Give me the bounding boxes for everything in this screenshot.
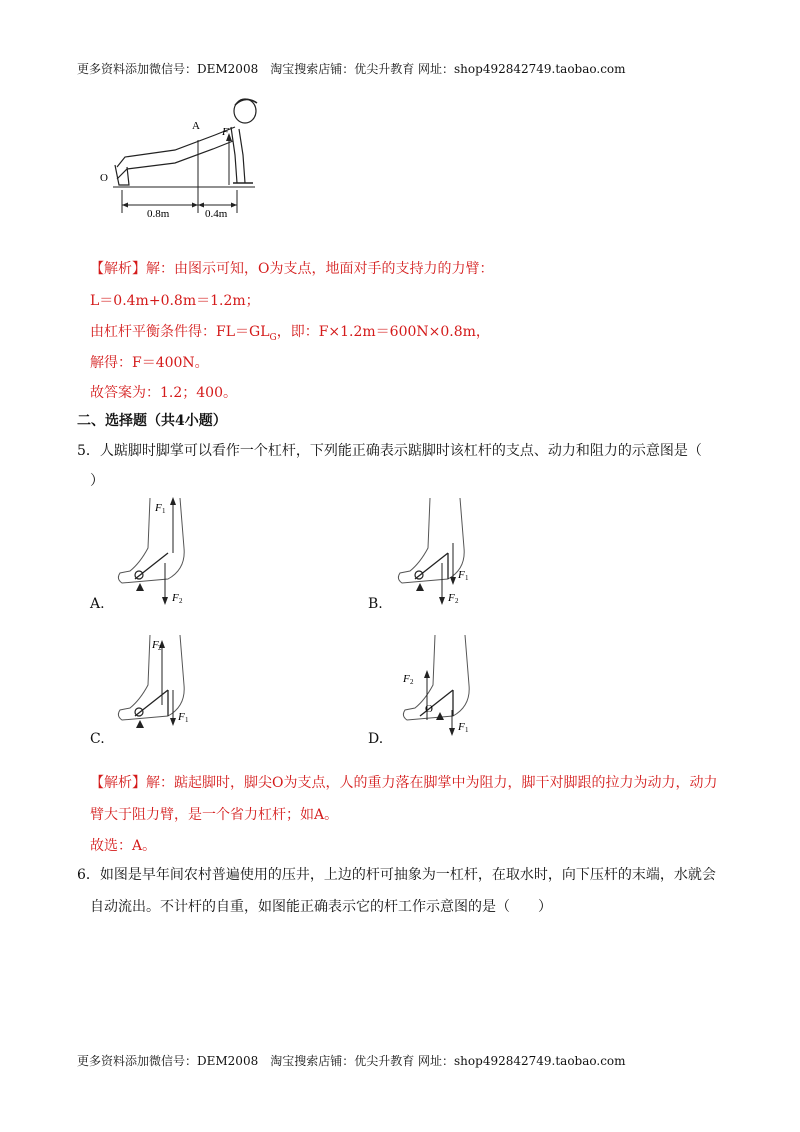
option-a-figure — [110, 493, 200, 608]
analysis1-line1: 【解析】解：由图示可知，O为支点，地面对手的支持力的力臂： — [90, 261, 494, 277]
analysis1-line4: 解得：F＝400N。 — [90, 355, 209, 371]
svg-text:1: 1 — [465, 574, 469, 582]
option-b-label[interactable]: B. — [368, 596, 383, 612]
page-footer: 更多资料添加微信号：DEM2008 淘宝搜索店铺：优尖升教育 网址：shop492842749.taobao.com — [77, 1054, 626, 1068]
svg-text:F: F — [458, 569, 465, 581]
svg-text:F: F — [172, 592, 179, 604]
analysis2-line1: 【解析】解：踮起脚时，脚尖O为支点，人的重力落在脚掌中为阻力，脚干对脚跟的拉力为动力，动力 — [90, 775, 718, 791]
label-F: F — [222, 126, 229, 138]
analysis2-line2: 臂大于阻力臂，是一个省力杠杆；如A。 — [90, 807, 339, 823]
svg-text:2: 2 — [410, 678, 414, 686]
q6-line1: 6．如图是早年间农村普遍使用的压井，上边的杆可抽象为一杠杆，在取水时，向下压杆的末端，水就会 — [77, 867, 716, 883]
option-a-label[interactable]: A. — [90, 596, 105, 612]
svg-text:1: 1 — [465, 726, 469, 734]
svg-text:2: 2 — [158, 644, 162, 652]
svg-text:1: 1 — [185, 716, 189, 724]
option-d-label[interactable]: D. — [368, 731, 384, 747]
page-header: 更多资料添加微信号：DEM2008 淘宝搜索店铺：优尖升教育 网址：shop492842749.taobao.com — [77, 62, 626, 76]
analysis1-line3: 由杠杆平衡条件得：$FL=GL_G$，即：F×1.2m＝600N×0.8m， — [90, 324, 490, 343]
label-O: O — [100, 172, 108, 184]
svg-text:F: F — [178, 711, 185, 723]
pushup-figure — [95, 95, 270, 220]
svg-text:F: F — [403, 673, 410, 685]
analysis-tag: 【解析】 — [90, 775, 146, 791]
svg-text:1: 1 — [162, 507, 166, 515]
q5-text-close: ） — [90, 473, 104, 489]
option-d-figure — [395, 630, 485, 745]
option-c-label[interactable]: C. — [90, 731, 105, 747]
analysis2-line3: 故选：A。 — [90, 838, 157, 854]
svg-text:2: 2 — [455, 597, 459, 605]
dim-right: 0.4m — [205, 208, 228, 220]
svg-text:F: F — [155, 502, 162, 514]
dim-left: 0.8m — [147, 208, 170, 220]
option-b-figure — [390, 493, 480, 608]
svg-text:F: F — [448, 592, 455, 604]
q6-line2: 自动流出。不计杆的自重，如图能正确表示它的杆工作示意图的是（ ） — [90, 899, 552, 915]
label-A: A — [192, 120, 200, 132]
svg-text:2: 2 — [179, 597, 183, 605]
analysis1-line2: L＝0.4m+0.8m＝1.2m； — [90, 293, 260, 309]
section-title: 二、选择题（共4小题） — [77, 413, 227, 429]
svg-text:O: O — [425, 703, 433, 715]
svg-text:F: F — [152, 639, 159, 651]
option-c-figure — [110, 630, 200, 745]
analysis1-line5: 故答案为：1.2；400。 — [90, 385, 237, 401]
analysis-tag: 【解析】 — [90, 261, 146, 277]
q5-text: 5．人踮脚时脚掌可以看作一个杠杆，下列能正确表示踮脚时该杠杆的支点、动力和阻力的示意图是（ — [77, 443, 702, 459]
svg-text:F: F — [458, 721, 465, 733]
